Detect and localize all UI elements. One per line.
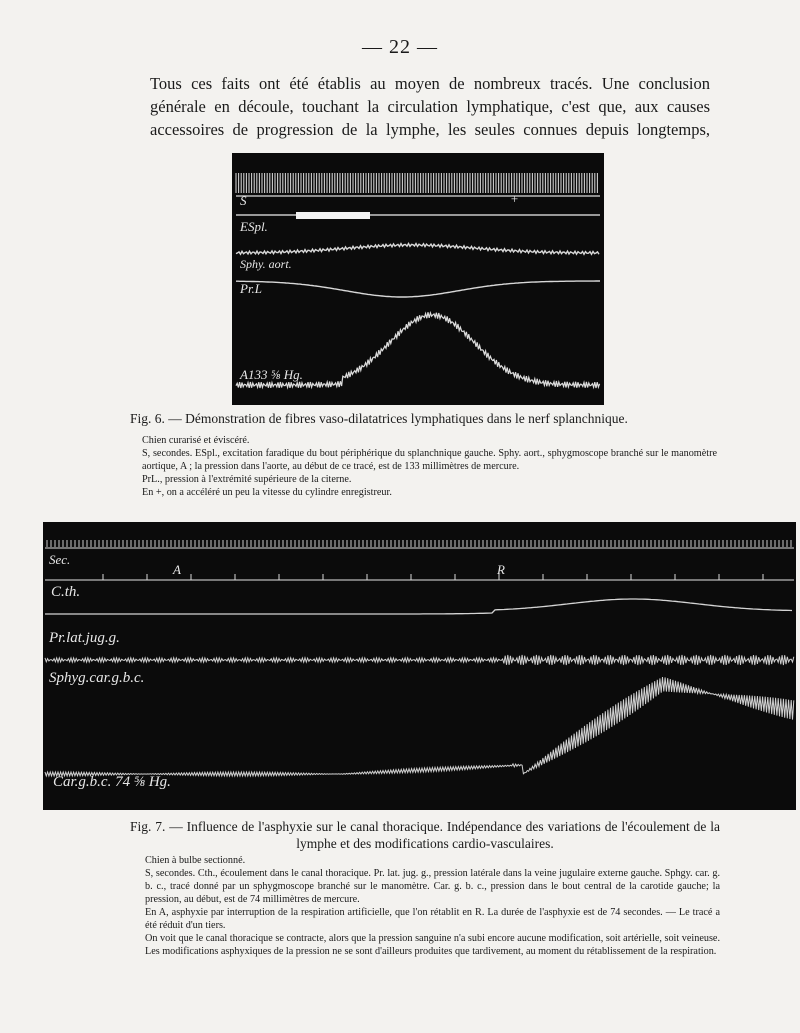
caption-line: Chien à bulbe sectionné. bbox=[145, 855, 246, 866]
caption-line: En +, on a accéléré un peu la vitesse du cylindre enregistreur. bbox=[142, 487, 392, 498]
label-prl: Pr.L bbox=[240, 281, 263, 296]
caption-line: On voit que le canal thoracique se contracte, alors que la pression sanguine n'a subi encore aucune modification, soit artérielle, soit veineuse. Les modifications asphyxiques de la pression ne se sont d'ailleurs produites que tardivement, au moment du rétablissement de la respiration. bbox=[145, 933, 720, 957]
thoracic-duct-trace bbox=[45, 599, 792, 614]
intro-line: Tous ces faits ont été établis au moyen de nombreux tracés. Une conclusion bbox=[150, 74, 710, 93]
excitation-marker bbox=[296, 212, 370, 219]
figure-7-caption-title: Fig. 7. — Influence de l'asphyxie sur le canal thoracique. Indépendance des variations de l'écoulement de la lymphe et des modifications cardio-vasculaires. bbox=[130, 819, 720, 851]
label-a133: A133 ⅝ Hg. bbox=[240, 367, 303, 382]
intro-paragraph bbox=[150, 72, 710, 141]
label-a: A bbox=[173, 562, 181, 577]
caption-line: PrL., pression à l'extrémité supérieure de la citerne. bbox=[142, 474, 352, 485]
label-cth: C.th. bbox=[51, 584, 81, 600]
figure-6-caption-body bbox=[142, 434, 717, 499]
label-prlat: Pr.lat.jug.g. bbox=[49, 630, 120, 646]
seconds-ticks bbox=[47, 540, 791, 547]
figure-7-trace bbox=[43, 522, 796, 810]
caption-line: S, secondes. ESpl., excitation faradique du bout périphérique du splanchnique gauche. Sphy. aort., sphygmoscope branché sur le manomètre aortique, A ; la pression dans l'aorte, au début de ce tracé, est de 133 millimètres de mercure. bbox=[142, 448, 717, 472]
page-number: — 22 — bbox=[362, 36, 438, 58]
label-espl: ESpl. bbox=[240, 219, 268, 234]
label-sphyg: Sphyg.car.g.b.c. bbox=[49, 670, 145, 686]
caption-line: S, secondes. Cth., écoulement dans le canal thoracique. Pr. lat. jug. g., pression latérale dans la veine jugulaire externe gauche. Sphgy. car. g. b. c., tracé donné par un sphygmoscope branché sur le manomètre. Car. g. b. c., pression dans le bout central de la carotide gauche; la pression, au début, est de 74 millimètres de mercure. bbox=[145, 868, 720, 905]
label-sphy-aort: Sphy. aort. bbox=[240, 257, 292, 271]
figure-6-trace bbox=[232, 153, 604, 405]
lymph-pressure-trace bbox=[236, 281, 600, 297]
figure-6-caption-title: Fig. 6. — Démonstration de fibres vaso-dilatatrices lymphatiques dans le nerf splanchnique. bbox=[130, 411, 628, 426]
jugular-pressure-trace bbox=[45, 655, 794, 665]
caption-line: Chien curarisé et éviscéré. bbox=[142, 435, 250, 446]
intro-line: générale en découle, touchant la circulation lymphatique, c'est que, aux causes bbox=[150, 97, 710, 116]
label-sec: Sec. bbox=[49, 552, 71, 567]
caption-line: En A, asphyxie par interruption de la respiration artificielle, que l'on rétablit en R. La durée de l'asphyxie est de 74 secondes. — Le tracé a été réduit d'un tiers. bbox=[145, 907, 720, 931]
carotid-pressure-trace bbox=[45, 677, 794, 776]
aortic-pressure-trace bbox=[236, 244, 599, 255]
figure-7-graphic bbox=[43, 522, 796, 810]
intro-line: accessoires de progression de la lymphe, les seules connues depuis longtemps, bbox=[150, 120, 710, 139]
label-plus: + bbox=[510, 191, 519, 206]
label-car: Car.g.b.c. 74 ⅝ Hg. bbox=[53, 774, 171, 790]
label-r: R bbox=[497, 562, 505, 577]
label-s: S bbox=[240, 193, 247, 208]
figure-7-caption-body bbox=[145, 854, 720, 958]
marker-ticks bbox=[103, 574, 763, 580]
seconds-ticks bbox=[236, 173, 597, 193]
